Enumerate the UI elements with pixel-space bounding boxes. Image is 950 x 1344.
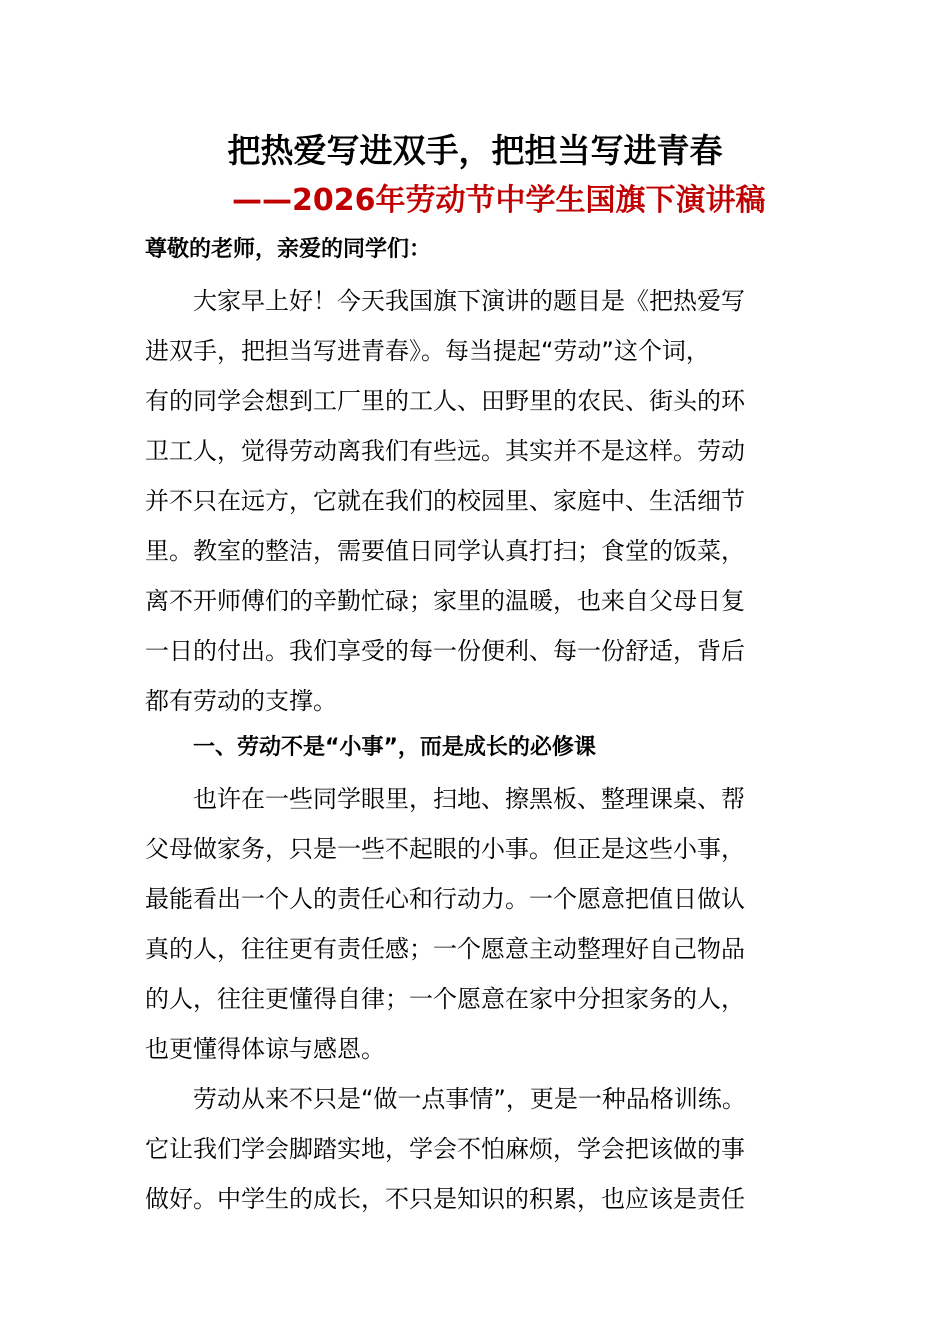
paragraph-line: 最能看出一个人的责任心和行动力。一个愿意把值日做认	[145, 885, 745, 913]
paragraph-line: 它让我们学会脚踏实地，学会不怕麻烦，学会把该做的事	[145, 1135, 745, 1163]
paragraph-line: 大家早上好！今天我国旗下演讲的题目是《把热爱写	[193, 287, 745, 315]
paragraph-line: 做好。中学生的成长，不只是知识的积累，也应该是责任	[145, 1185, 745, 1213]
paragraph-line: 都有劳动的支撑。	[145, 687, 337, 715]
paragraph-line: 并不只在远方，它就在我们的校园里、家庭中、生活细节	[145, 487, 745, 515]
paragraph-line: 有的同学会想到工厂里的工人、田野里的农民、街头的环	[145, 387, 745, 415]
document-subtitle: ——2026年劳动节中学生国旗下演讲稿	[232, 183, 766, 218]
paragraph-1	[145, 276, 810, 726]
paragraph-3	[145, 1074, 810, 1224]
greeting: 尊敬的老师，亲爱的同学们：	[145, 237, 432, 262]
paragraph-line: 卫工人，觉得劳动离我们有些远。其实并不是这样。劳动	[145, 437, 745, 465]
document-title: 把热爱写进双手，把担当写进青春	[227, 131, 723, 170]
paragraph-line: 劳动从来不只是“做一点事情”，更是一种品格训练。	[193, 1085, 746, 1113]
paragraph-line: 里。教室的整洁，需要值日同学认真打扫；食堂的饭菜，	[145, 537, 745, 565]
paragraph-line: 父母做家务，只是一些不起眼的小事。但正是这些小事，	[145, 835, 745, 863]
paragraph-2	[145, 774, 810, 1074]
paragraph-line: 离不开师傅们的辛勤忙碌；家里的温暖，也来自父母日复	[145, 587, 745, 615]
paragraph-line: 也更懂得体谅与感恩。	[145, 1035, 385, 1063]
paragraph-line: 的人，往往更懂得自律；一个愿意在家中分担家务的人，	[145, 985, 745, 1013]
paragraph-line: 进双手，把担当写进青春》。每当提起“劳动”这个词，	[145, 337, 710, 365]
section-heading-1: 一、劳动不是“小事”，而是成长的必修课	[193, 735, 596, 760]
paragraph-line: 真的人，往往更有责任感；一个愿意主动整理好自己物品	[145, 935, 745, 963]
paragraph-line: 也许在一些同学眼里，扫地、擦黑板、整理课桌、帮	[193, 785, 745, 813]
paragraph-line: 一日的付出。我们享受的每一份便利、每一份舒适，背后	[145, 637, 745, 665]
